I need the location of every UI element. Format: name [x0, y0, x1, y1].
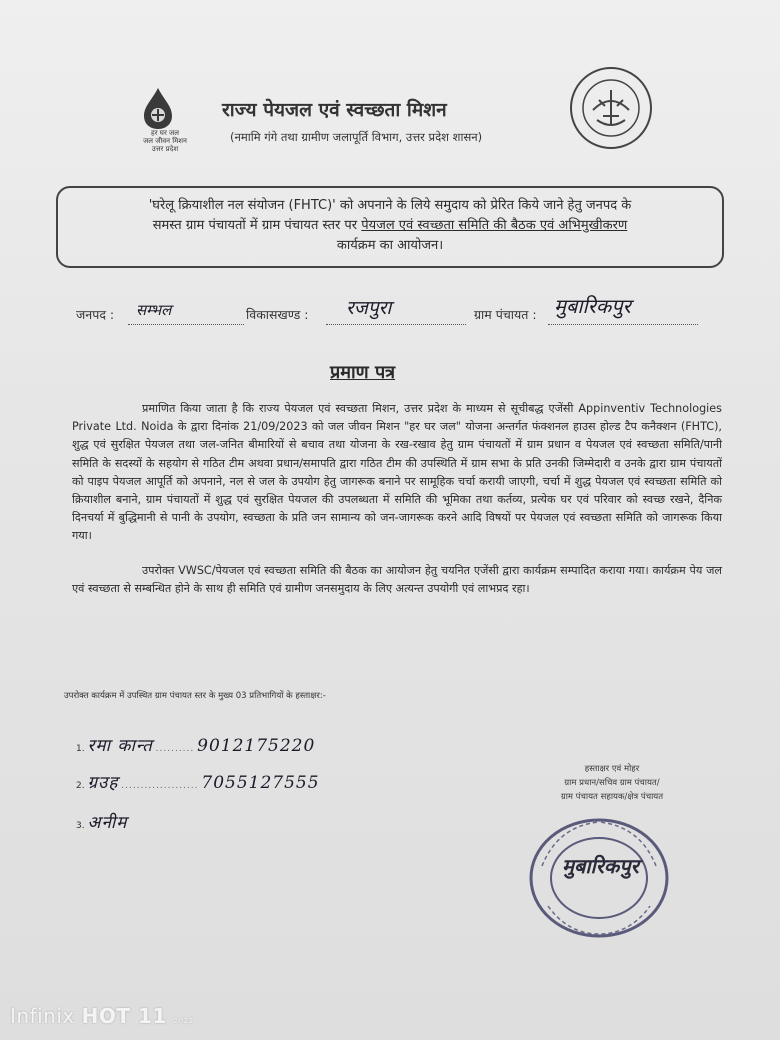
watermark-year: 2022: [173, 1017, 194, 1025]
signature-phone: 7055127555: [201, 773, 320, 793]
block-field: [326, 297, 466, 325]
signature-name: ग्रउह: [87, 773, 119, 793]
banner-underlined-text: पेयजल एवं स्वच्छता समिति की बैठक एवं अभिमुखीकरण: [361, 218, 628, 233]
banner-line-1: 'घरेलू क्रियाशील नल संयोजन (FHTC)' को अपनाने के लिये समुदाय को प्रेरित किये जाने हेतु जनपद के: [148, 198, 632, 213]
signature-number: 1.: [76, 744, 85, 754]
signature-row-1: 1. रमा कान्त .......... 9012175220: [76, 736, 316, 756]
banner-line-2: [72, 216, 708, 236]
certificate-paragraph-2: उपरोक्त VWSC/पेयजल एवं स्वच्छता समिति की बैठक का आयोजन हेतु चयनित एजेंसी द्वारा कार्यक्रम सम्पादित कराया गया। कार्यक्रम पेय जल एवं स्वच्छता से सम्बन्धित होने के साथ ही समिति एवं ग्रामीण जनसमुदाय के लिए अत्यन्त उपयोगी एवं लाभप्रद रहा।: [72, 564, 722, 596]
signature-name: अनीम: [87, 813, 128, 833]
certificate-paragraph-1: प्रमाणित किया जाता है कि राज्य पेयजल एवं स्वच्छता मिशन, उत्तर प्रदेश के माध्यम से सूचीबद्ध एजेंसी Appinventiv Technologies Private Ltd. Noida के द्वारा दिनांक 21/09/2023 को जल जीवन मिशन "हर घर जल" योजना अन्तर्गत फंक्शनल हाउस होल्ड टैप कनैक्शन (FHTC), शुद्ध एवं सुरक्षित पेयजल तथा जल-जनित बीमारियों से बचाव तथा योजना के रख-रखाव हेतु ग्राम पंचायतों में ग्राम प्रधान व पेयजल एवं स्वच्छता समिति/पानी समिति के सदस्यों के सहयोग से गठित टीम अथवा प्रधान/समापति द्वारा गठित टीम की उपस्थिति में ग्राम सभा के प्रति उनकी जिम्मेदारी व उनके द्वारा ग्राम पंचायतों को पाइप पेयजल आपूर्ति को अपनाने, नल से जल के उपयोग हेतु जागरूक बनाने पर सामूहिक चर्चा करायी जाएगी, चर्चा में शुद्ध पेयजल एवं स्वच्छता समिति को क्रियाशील बनाने, ग्राम पंचायतों में शुद्ध एवं सुरक्षित पेयजल की उपलब्धता में समिति की भूमिका तथा कर्तव्य, प्रत्येक घर एवं परिवार को स्वच्छ रखने, दैनिक दिनचर्या में बुद्धिमानी से पानी के उपयोग, स्वच्छता के प्रति जन सामान्य को जन-जागरूक करने आदि विषयों पर पेयजल एवं स्वच्छता समिति को जागरूक किया गया।: [72, 402, 722, 543]
left-logo-caption: हर घर जल जल जीवन मिशन उत्तर प्रदेश: [143, 129, 187, 153]
program-banner: [56, 186, 724, 268]
government-seal-icon: [569, 66, 653, 150]
panchayat-field: [548, 294, 698, 325]
signature-number: 3.: [76, 821, 85, 831]
sign-block-line-3: ग्राम पंचायत सहायक/क्षेत्र पंचायत: [560, 792, 664, 802]
signature-phone: 9012175220: [197, 736, 316, 756]
banner-line-3: कार्यक्रम का आयोजन।: [336, 238, 444, 253]
certificate-heading: प्रमाण पत्र: [330, 362, 396, 383]
banner-line-2-text: समस्त ग्राम पंचायतों में ग्राम पंचायत स्तर पर: [152, 218, 362, 233]
page-title: राज्य पेयजल एवं स्वच्छता मिशन: [222, 99, 447, 121]
district-field: [128, 301, 244, 325]
official-sign-block: [522, 762, 702, 804]
block-label: विकासखण्ड :: [246, 307, 309, 322]
camera-watermark: [10, 1004, 193, 1028]
sign-block-line-2: ग्राम प्रधान/सचिव ग्राम पंचायत/: [564, 778, 660, 788]
panchayat-label: ग्राम पंचायत :: [474, 307, 537, 322]
district-label: जनपद :: [76, 307, 115, 322]
watermark-model: HOT 11: [81, 1004, 167, 1028]
sign-block-line-1: हस्ताक्षर एवं मोहर: [584, 764, 640, 774]
watermark-brand: Infinix: [10, 1004, 75, 1028]
signatures-intro: उपरोक्त कार्यक्रम में उपस्थित ग्राम पंचायत स्तर के मुख्य 03 प्रतिभागियों के हस्ताक्षर:-: [64, 691, 326, 701]
signature-number: 2.: [76, 781, 85, 791]
panchayat-value: मुबारिकपुर: [554, 294, 631, 318]
stamp-signature: मुबारिकपुर: [562, 854, 639, 878]
page-subtitle: (नमामि गंगे तथा ग्रामीण जलापूर्ति विभाग, उत्तर प्रदेश शासन): [230, 130, 483, 144]
block-value: रजपुरा: [346, 297, 392, 319]
signature-row-2: 2. ग्रउह .................... 7055127555: [76, 773, 320, 793]
signature-row-3: [76, 810, 127, 833]
signature-name: रमा कान्त: [87, 736, 153, 756]
district-value: सम्भल: [136, 301, 172, 319]
